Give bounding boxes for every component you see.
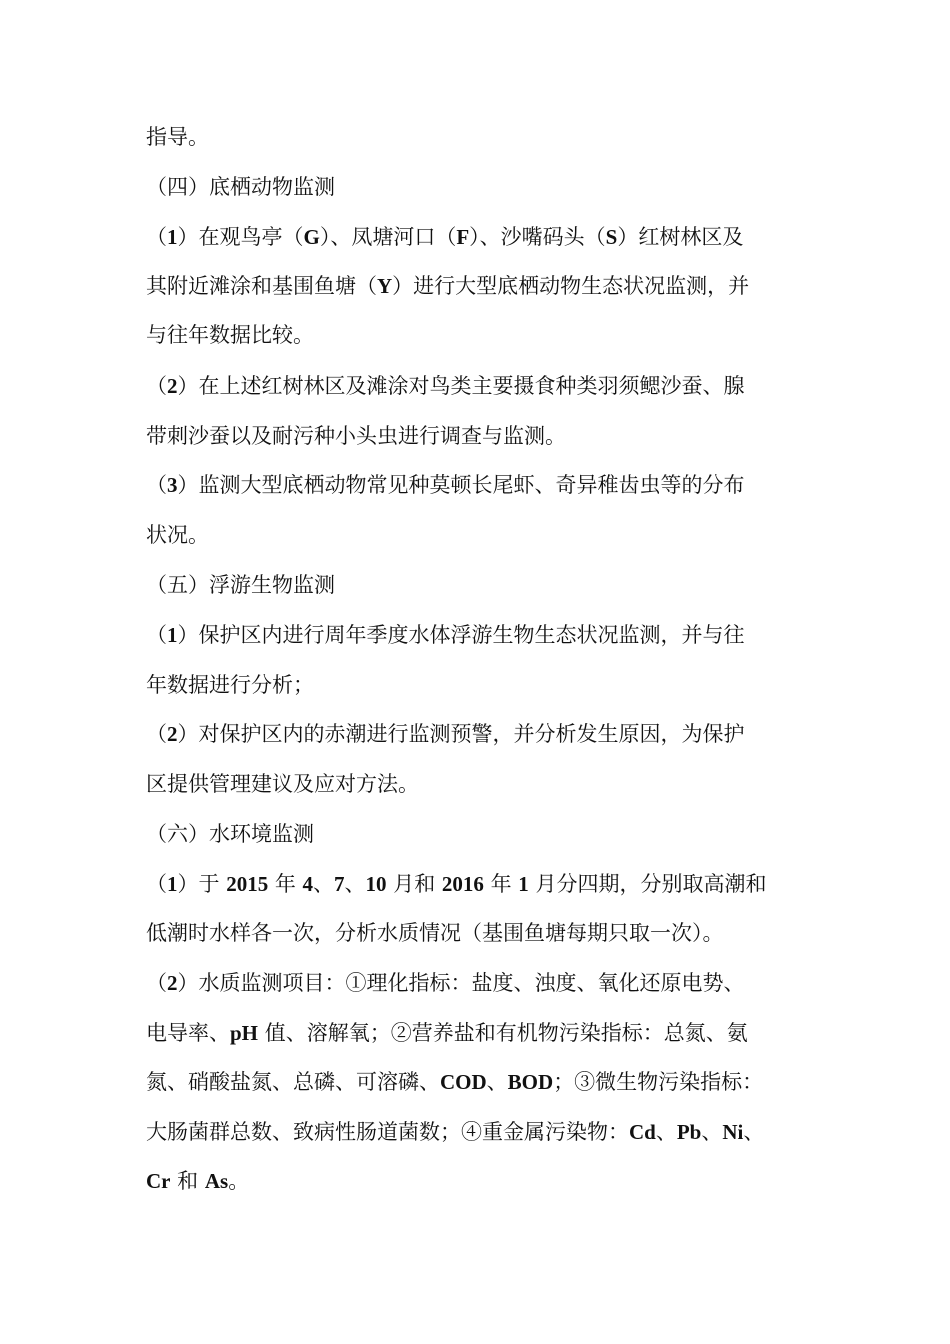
benthic-item-1-line-1: （1）在观鸟亭（G）、凤塘河口（F）、沙嘴码头（S）红树林区及 bbox=[146, 225, 744, 249]
water-item-2-line-5: Cr 和 As。 bbox=[146, 1169, 250, 1193]
benthic-item-1-line-3: 与往年数据比较。 bbox=[146, 323, 314, 347]
benthic-item-2-line-1: （2）在上述红树林区及滩涂对鸟类主要摄食种类羽须鳃沙蚕、腺 bbox=[146, 374, 745, 398]
water-item-2-line-3: 氮、硝酸盐氮、总磷、可溶磷、COD、BOD；③微生物污染指标： bbox=[146, 1070, 764, 1094]
benthic-item-3-line-1: （3）监测大型底栖动物常见种莫顿长尾虾、奇异稚齿虫等的分布 bbox=[146, 473, 745, 497]
benthic-item-3-line-2: 状况。 bbox=[146, 523, 209, 547]
benthic-item-2-line-2: 带刺沙蚕以及耐污种小头虫进行调查与监测。 bbox=[146, 424, 566, 448]
plankton-item-1-line-1: （1）保护区内进行周年季度水体浮游生物生态状况监测，并与往 bbox=[146, 623, 745, 647]
water-item-2-line-1: （2）水质监测项目：①理化指标：盐度、浊度、氧化还原电势、 bbox=[146, 971, 745, 995]
benthic-item-1-line-2: 其附近滩涂和基围鱼塘（Y）进行大型底栖动物生态状况监测，并 bbox=[146, 274, 750, 298]
water-item-1-line-1: （1）于 2015 年 4、7、10 月和 2016 年 1 月分四期，分别取高潮和 bbox=[146, 872, 767, 896]
plankton-item-1-line-2: 年数据进行分析； bbox=[146, 673, 314, 697]
line-guidance-end: 指导。 bbox=[146, 125, 209, 149]
water-item-2-line-4: 大肠菌群总数、致病性肠道菌数；④重金属污染物：Cd、Pb、Ni、 bbox=[146, 1120, 765, 1144]
heading-plankton-monitoring: （五）浮游生物监测 bbox=[146, 573, 335, 597]
plankton-item-2-line-1: （2）对保护区内的赤潮进行监测预警，并分析发生原因，为保护 bbox=[146, 722, 745, 746]
heading-benthic-monitoring: （四）底栖动物监测 bbox=[146, 175, 335, 199]
water-item-1-line-2: 低潮时水样各一次，分析水质情况（基围鱼塘每期只取一次）。 bbox=[146, 921, 724, 945]
heading-water-environment-monitoring: （六）水环境监测 bbox=[146, 822, 314, 846]
water-item-2-line-2: 电导率、pH 值、溶解氧；②营养盐和有机物污染指标：总氮、氨 bbox=[146, 1021, 748, 1045]
plankton-item-2-line-2: 区提供管理建议及应对方法。 bbox=[146, 772, 419, 796]
